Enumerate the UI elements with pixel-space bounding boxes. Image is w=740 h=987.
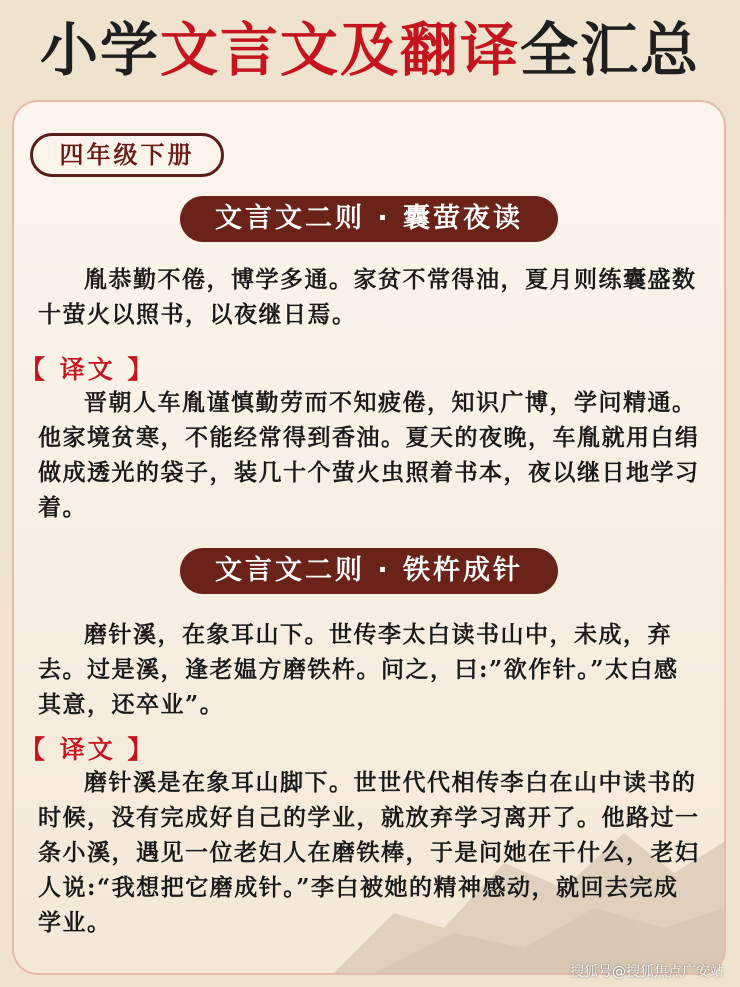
section-1-translation: 晋朝人车胤谨慎勤劳而不知疲倦，知识广博，学问精通。他家境贫寒，不能经常得到香油。夏天的夜晚，车胤就用白绢做成透光的袋子，装几十个萤火虫照着书本，夜以继日地学习着。 xyxy=(38,389,700,521)
section-1-translation-label: 【 译文 】 xyxy=(20,355,156,384)
section-2-original: 磨针溪，在象耳山下。世传李太白读书山中，未成，弃去。过是溪，逢老媪方磨铁杵。问之，曰:”欲作针。”太白感其意，还卒业”。 xyxy=(38,621,679,718)
section-2-translation: 磨针溪是在象耳山脚下。世世代代相传李白在山中读书的时候，没有完成好自己的学业，就放弃学习离开了。他路过一条小溪，遇见一位老妇人在磨铁棒，于是问她在干什么，老妇人说:“我想把它磨成针。”李白被她的精神感动，就回去完成学业。 xyxy=(38,769,700,936)
title-part-2: 文言文及翻译 xyxy=(159,16,520,84)
title-part-3: 全汇总 xyxy=(520,16,701,84)
section-1-original: 胤恭勤不倦，博学多通。家贫不常得油，夏月则练囊盛数十萤火以照书，以夜继日焉。 xyxy=(38,266,697,328)
page-title xyxy=(0,10,740,90)
section-title-2: 文言文二则 · 铁杵成针 xyxy=(180,548,558,594)
section-title-1: 文言文二则 · 囊萤夜读 xyxy=(180,196,558,242)
grade-badge: 四年级下册 xyxy=(30,133,224,177)
title-part-1: 小学 xyxy=(39,16,160,84)
section-2-translation-label: 【 译文 】 xyxy=(20,735,156,764)
watermark: 搜狐号@搜狐焦点广安站 xyxy=(570,964,724,980)
